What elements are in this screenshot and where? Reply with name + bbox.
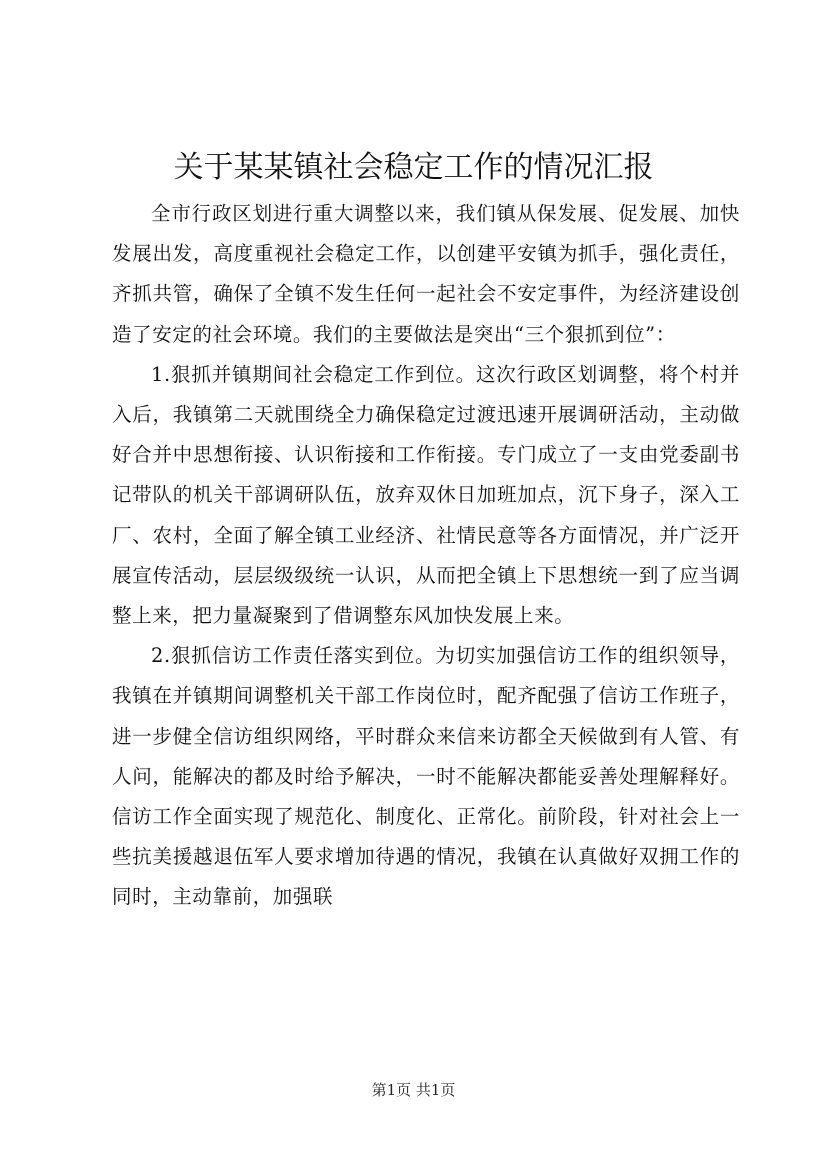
paragraph-item-1: 1.狠抓并镇期间社会稳定工作到位。这次行政区划调整，将个村并入后，我镇第二天就围绕全力确保稳定过渡迅速开展调研活动，主动做好合并中思想衔接、认识衔接和工作衔接。专门成立了一支由党委副书记带队的机关干部调研队伍，放弃双休日加班加点，沉下身子，深入工厂、农村，全面了解全镇工业经济、社情民意等各方面情况，并广泛开展宣传活动，层层级级统一认识，从而把全镇上下思想统一到了应当调整上来，把力量凝聚到了借调整东风加快发展上来。 — [112, 362, 740, 628]
paragraph-item-2: 2.狠抓信访工作责任落实到位。为切实加强信访工作的组织领导，我镇在并镇期间调整机关干部工作岗位时，配齐配强了信访工作班子，进一步健全信访组织网络，平时群众来信来访都全天候做到有人管、有人问，能解决的都及时给予解决，一时不能解决都能妥善处理解释好。信访工作全面实现了规范化、制度化、正常化。前阶段，针对社会上一些抗美援越退伍军人要求增加待遇的情况，我镇在认真做好双拥工作的同时，主动靠前，加强联 — [112, 644, 740, 909]
paragraph-intro: 全市行政区划进行重大调整以来，我们镇从保发展、促发展、加快发展出发，高度重视社会稳定工作，以创建平安镇为抓手，强化责任，齐抓共管，确保了全镇不发生任何一起社会不安定事件，为经济建设创造了安定的社会环境。我们的主要做法是突出“三个狠抓到位”： — [112, 202, 740, 346]
page-title: 关于某某镇社会稳定工作的情况汇报 — [173, 150, 654, 185]
document-body — [112, 194, 740, 918]
page-footer: 第1页 共1页 — [371, 1081, 456, 1099]
